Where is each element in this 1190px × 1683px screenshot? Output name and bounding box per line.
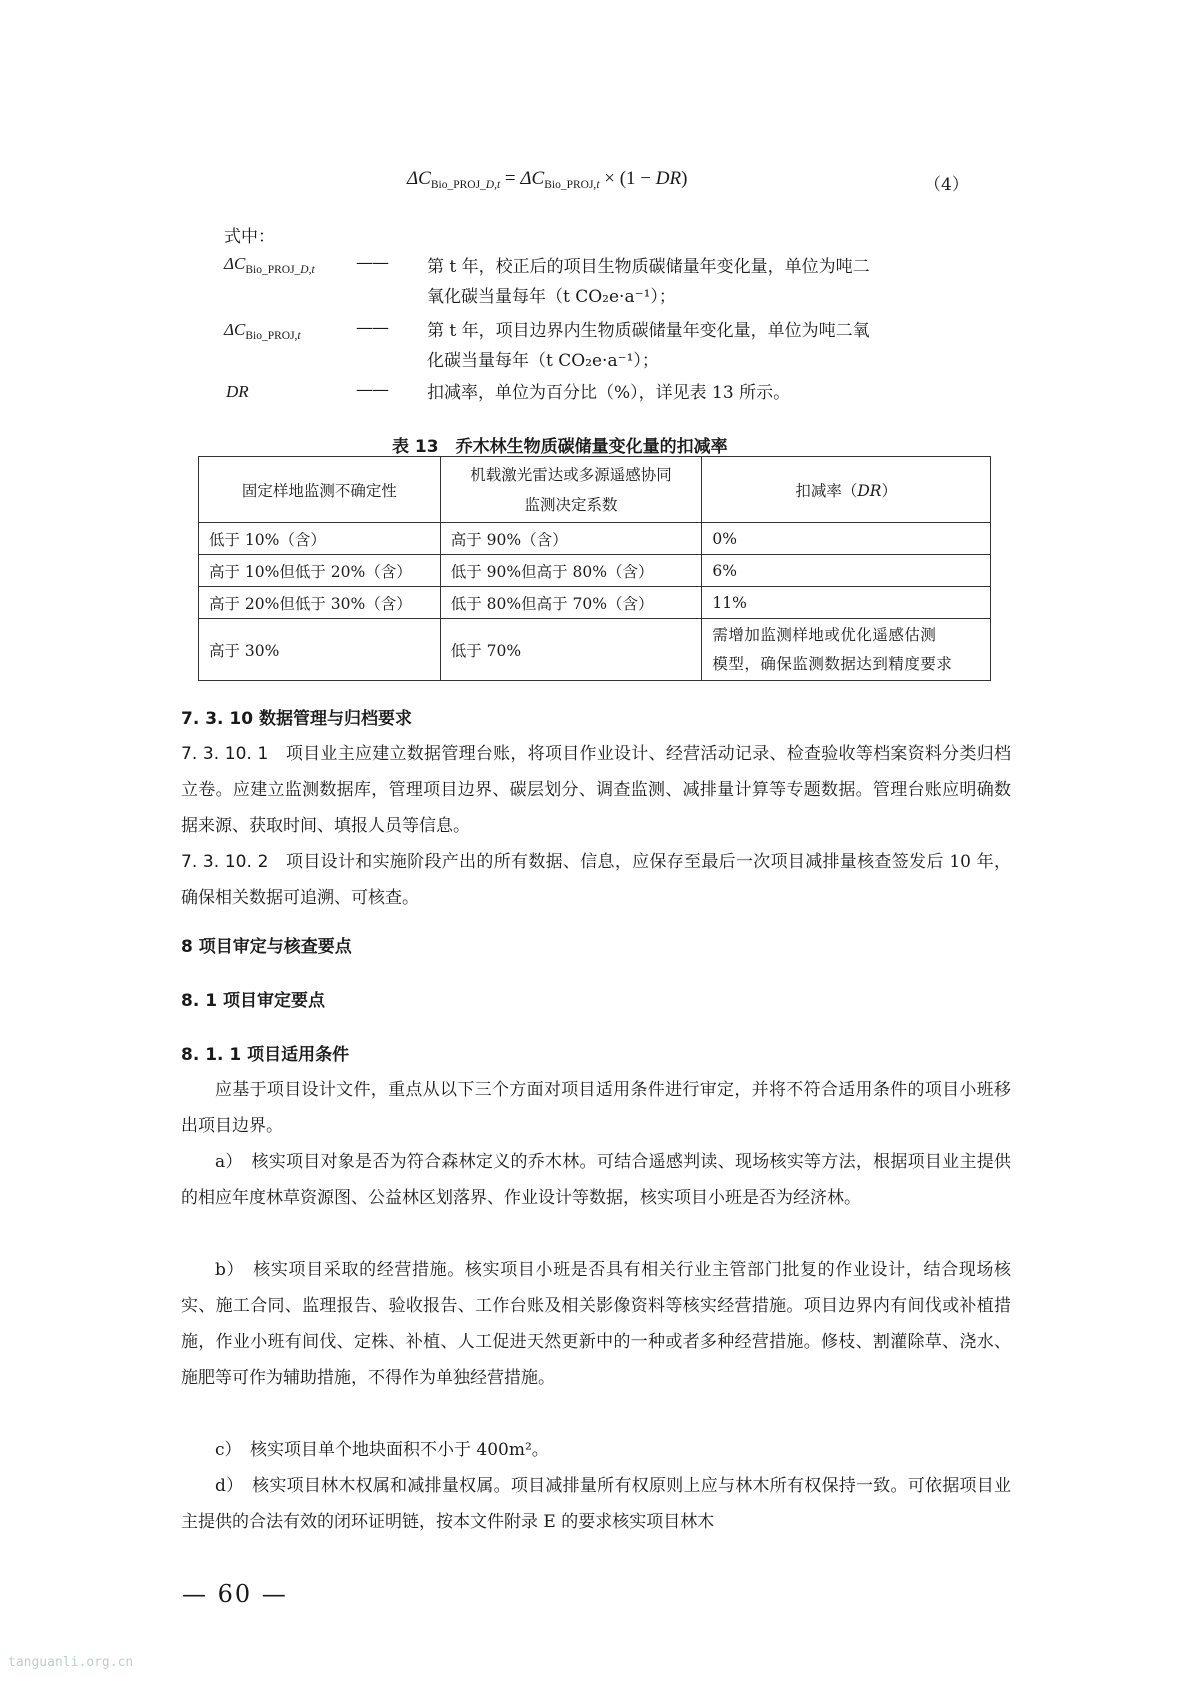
def-desc-1 xyxy=(427,252,987,312)
table-cell: 低于 10%（含） xyxy=(199,523,441,555)
table-header-cell: 固定样地监测不确定性 xyxy=(199,457,441,523)
table-cell-line: 需增加监测样地或优化遥感估测 xyxy=(712,625,937,644)
list-item-c: c） 核实项目单个地块面积不小于 400m²。 xyxy=(215,1440,549,1460)
table-cell xyxy=(702,619,991,681)
table-row xyxy=(199,555,991,587)
formula-rhs-sub-italic: t xyxy=(596,179,600,191)
list-item-b: b） 核实项目采取的经营措施。核实项目小班是否具有相关行业主管部门批复的作业设计，结合现场核实、施工合同、监理报告、验收报告、工作台账及相关影像资料等核实经营措施。项目边界内有间伐或补植措施，作业小班有间伐、定株、补植、人工促进天然更新中的一种或者多种经营措施。修枝、割灌除草、浇水、施肥等可作为辅助措施，不得作为单独经营措施。 xyxy=(181,1260,1011,1388)
def-desc-3-line1: 扣减率，单位为百分比（%），详见表 13 所示。 xyxy=(427,383,791,403)
definitions-intro: 式中： xyxy=(224,227,275,247)
page-number: — 60 — xyxy=(182,1580,288,1608)
def-symbol-2-sub: Bio_PROJ, xyxy=(245,330,298,342)
table-cell-line: 模型，确保监测数据达到精度要求 xyxy=(712,654,953,673)
def-desc-2-line2: 化碳当量每年（t CO₂e·a⁻¹）； xyxy=(427,351,659,371)
table-cell: 高于 90%（含） xyxy=(440,523,702,555)
table-cell: 低于 80%但高于 70%（含） xyxy=(440,587,702,619)
table-row xyxy=(199,587,991,619)
def-symbol-2 xyxy=(224,320,301,342)
table-row xyxy=(199,619,991,681)
table-header-cell xyxy=(440,457,702,523)
table-cell: 11% xyxy=(702,587,991,619)
def-symbol-2-main: ΔC xyxy=(224,320,246,339)
list-item-a: a） 核实项目对象是否为符合森林定义的乔木林。可结合遥感判读、现场核实等方法，根据项目业主提供的相应年度林草资源图、公益林区划落界、作业设计等数据，核实项目小班是否为经济林。 xyxy=(181,1152,1011,1208)
formula-lhs-sub: Bio_PROJ_ xyxy=(430,179,486,191)
paragraph-number: 7. 3. 10. 2 xyxy=(181,852,269,872)
table-header-row xyxy=(199,457,991,523)
def-desc-1-line2: 氧化碳当量每年（t CO₂e·a⁻¹）； xyxy=(427,287,676,307)
paragraph-text: 项目设计和实施阶段产出的所有数据、信息，应保存至最后一次项目减排量核查签发后 10 年，确保相关数据可追溯、可核查。 xyxy=(181,852,1011,908)
def-desc-3 xyxy=(427,378,987,408)
table-cell: 高于 10%但低于 20%（含） xyxy=(199,555,441,587)
def-desc-2-line1: 第 t 年，项目边界内生物质碳储量年变化量，单位为吨二氧 xyxy=(427,321,870,341)
table-header-close: ） xyxy=(881,481,897,500)
table-header-dr: DR xyxy=(857,481,882,500)
formula-equals: = xyxy=(504,168,516,189)
watermark-text: tanguanli.org.cn xyxy=(8,1655,134,1670)
table-header-text: 扣减率（ xyxy=(795,481,858,500)
def-symbol-3 xyxy=(226,382,249,402)
table-header-cell xyxy=(702,457,991,523)
paragraph-7-3-10-1 xyxy=(181,736,1011,844)
section-8-1-1-heading: 8. 1. 1 项目适用条件 xyxy=(181,1045,350,1065)
section-8-1-heading: 8. 1 项目审定要点 xyxy=(181,991,325,1011)
formula-rhs-symbol: ΔC xyxy=(520,168,545,189)
def-symbol-2-sub-italic: t xyxy=(297,330,301,342)
formula-rhs-factor: × (1 − xyxy=(604,168,656,189)
section-7-3-10-heading: 7. 3. 10 数据管理与归档要求 xyxy=(181,709,412,729)
def-desc-1-line1: 第 t 年，校正后的项目生物质碳储量年变化量，单位为吨二 xyxy=(427,257,870,277)
formula-lhs-symbol: ΔC xyxy=(407,168,431,189)
table-header-line: 机载激光雷达或多源遥感协同 xyxy=(470,465,672,484)
paragraph-8-1-1: 应基于项目设计文件，重点从以下三个方面对项目适用条件进行审定，并将不符合适用条件的项目小班移出项目边界。 xyxy=(181,1080,1011,1136)
table-row xyxy=(199,523,991,555)
formula-number: （4） xyxy=(924,175,969,195)
formula-4 xyxy=(407,168,687,191)
def-symbol-3-main: DR xyxy=(226,382,249,401)
table-header-line: 监测决定系数 xyxy=(524,495,618,514)
paragraph-number: 7. 3. 10. 1 xyxy=(181,744,269,764)
table-caption: 表 13 乔木林生物质碳储量变化量的扣减率 xyxy=(392,437,728,457)
def-symbol-1-sub: Bio_PROJ_ xyxy=(245,264,301,276)
table-cell: 高于 20%但低于 30%（含） xyxy=(199,587,441,619)
def-dash-2: —— xyxy=(356,318,388,338)
table-cell: 高于 30% xyxy=(199,619,441,681)
def-symbol-1-main: ΔC xyxy=(224,254,246,273)
table-cell: 6% xyxy=(702,555,991,587)
section-8-heading: 8 项目审定与核查要点 xyxy=(181,937,352,957)
def-dash-3: —— xyxy=(356,380,388,400)
paragraph-text: 项目业主应建立数据管理台账，将项目作业设计、经营活动记录、检查验收等档案资料分类归档立卷。应建立监测数据库，管理项目边界、碳层划分、调查监测、减排量计算等专题数据。管理台账应明确数据来源、获取时间、填报人员等信息。 xyxy=(181,744,1012,836)
def-dash-1: —— xyxy=(356,253,388,273)
discount-rate-table xyxy=(198,456,991,681)
table-cell: 低于 90%但高于 80%（含） xyxy=(440,555,702,587)
formula-rhs-sub: Bio_PROJ, xyxy=(544,179,597,191)
formula-rhs-var: DR xyxy=(655,168,682,189)
list-item-d: d） 核实项目林木权属和减排量权属。项目减排量所有权原则上应与林木所有权保持一致。可依据项目业主提供的合法有效的闭环证明链，按本文件附录 E 的要求核实项目林木 xyxy=(181,1476,1011,1532)
def-symbol-1-sub-italic: D,t xyxy=(300,264,315,276)
formula-rhs-close: ) xyxy=(681,168,688,189)
def-desc-2 xyxy=(427,316,987,376)
table-cell: 0% xyxy=(702,523,991,555)
table-cell: 低于 70% xyxy=(440,619,702,681)
formula-lhs-sub-italic: D,t xyxy=(485,179,501,191)
paragraph-7-3-10-2 xyxy=(181,844,1011,916)
def-symbol-1 xyxy=(224,254,315,276)
